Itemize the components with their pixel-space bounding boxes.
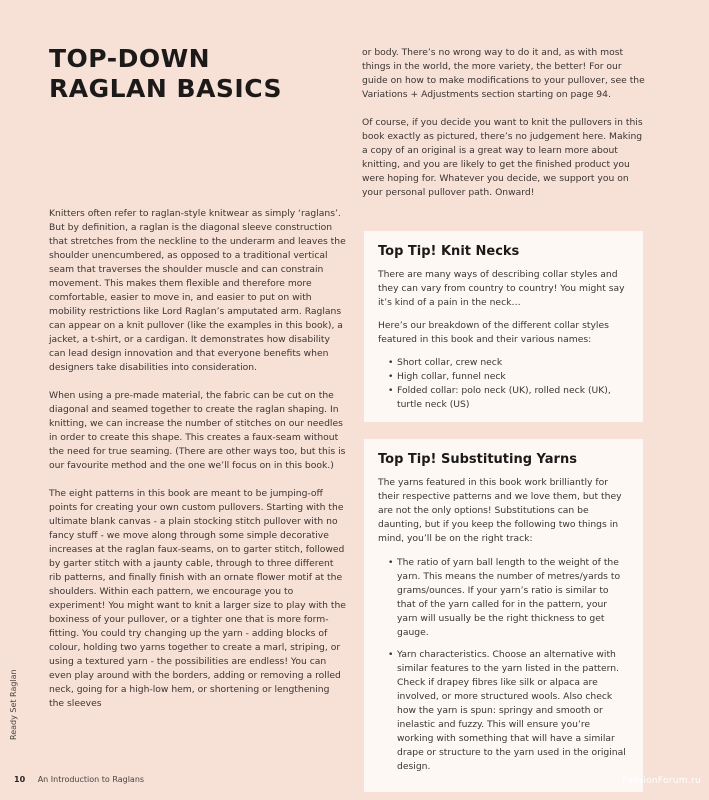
body-paragraph: or body. There’s no wrong way to do it and, as with most things in the world, the more variety, the better! For our guide on how to make modifications to your pullover, see the Variations + Adjustments section starting on page 94. (362, 47, 645, 100)
right-column (362, 46, 650, 214)
page-footer (14, 775, 144, 784)
page-number: 10 (14, 775, 26, 784)
list-item: • The ratio of yarn ball length to the weight of the yarn. This means the number of metres/yards to grams/ounces. If your yarn’s ratio is similar to that of the yarn called for in the pattern, your yarn will usually be the right thickness to get gauge. (388, 556, 629, 640)
tip-box-knit-necks (364, 231, 643, 422)
list-item: • Yarn characteristics. Choose an alternative with similar features to the yarn listed in the pattern. Check if drapey fibres like silk or alpaca are involved, or more structured wools. Also check how the yarn is spun: springy and smooth or inelastic and fuzzy. This will ensure you’re working with something that will have a similar drape or structure to the yarn used in the original design. (388, 648, 629, 774)
left-column (49, 207, 346, 725)
tip-box-substituting-yarns (364, 439, 643, 792)
yarn-tips-list (378, 556, 629, 774)
tip-heading: Top Tip! Knit Necks (378, 244, 520, 259)
list-item: • High collar, funnel neck (388, 370, 629, 384)
page-title: TOP-DOWN RAGLAN BASICS (49, 44, 283, 103)
list-item: • Folded collar: polo neck (UK), rolled neck (UK), turtle neck (US) (388, 384, 629, 412)
tip-paragraph: There are many ways of describing collar styles and they can vary from country to country! You might say it’s kind of a pain in the neck… (378, 269, 625, 308)
body-paragraph: When using a pre-made material, the fabric can be cut on the diagonal and seamed together to create the raglan shaping. In knitting, we can increase the number of stitches on our needles in order to create this shape. This creates a faux-seam without the need for true seaming. (There are other ways too, but this is our favourite method and the one we’ll focus on in this book.) (49, 390, 346, 471)
watermark: PassionForum.ru (622, 776, 701, 786)
collar-list (378, 356, 629, 412)
body-paragraph: Knitters often refer to raglan-style knitwear as simply ‘raglans’. But by definition, a raglan is the diagonal sleeve construction that stretches from the neckline to the underarm and leaves the shoulder unencumbered, as opposed to a traditional vertical seam that traverses the shoulder muscle and can constrain movement. This makes them flexible and therefore more comfortable, easier to move in, and easier to put on with mobility restrictions like Lord Raglan’s amputated arm. Raglans can appear on a knit pullover (like the examples in this book), a jacket, a t-shirt, or a cardigan. It demonstrates how disability can lead design innovation and that everyone benefits when designers take disabilities into consideration. (49, 208, 346, 373)
body-paragraph: Of course, if you decide you want to knit the pullovers in this book exactly as pictured, there’s no judgement here. Making a copy of an original is a great way to learn more about knitting, and you are likely to get the finished product you were hoping for. Whatever you decide, we support you on your personal pullover path. Onward! (362, 117, 643, 198)
list-item: • Short collar, crew neck (388, 356, 629, 370)
tip-heading: Top Tip! Substituting Yarns (378, 452, 577, 467)
section-name: An Introduction to Raglans (37, 775, 145, 784)
body-paragraph: The eight patterns in this book are meant to be jumping-off points for creating your own custom pullovers. Starting with the ultimate blank canvas - a plain stocking stitch pullover with no fancy stuff - we move along through some simple decorative increases at the raglan faux-seams, on to garter stitch, followed by garter stitch with a jaunty cable, through to three different rib patterns, and finally finish with an ornate flower motif at the shoulders. Within each pattern, we encourage you to experiment! You might want to knit a larger size to play with the boxiness of your pullover, or a tighter one that is more form-fitting. You could try changing up the yarn - adding blocks of colour, holding two yarns together to create a marl, striping, or using a textured yarn - the possibilities are endless! You can even play around with the borders, adding or removing a rolled neck, going for a high-low hem, or shortening or lengthening the sleeves (49, 488, 346, 709)
tip-paragraph: Here’s our breakdown of the different collar styles featured in this book and their various names: (378, 320, 609, 345)
book-title-sidebar: Ready Set Raglan (9, 669, 18, 740)
tip-paragraph: The yarns featured in this book work brilliantly for their respective patterns and we love them, but they are not the only options! Substitutions can be daunting, but if you keep the following two things in mind, you’ll be on the right track: (378, 477, 622, 544)
